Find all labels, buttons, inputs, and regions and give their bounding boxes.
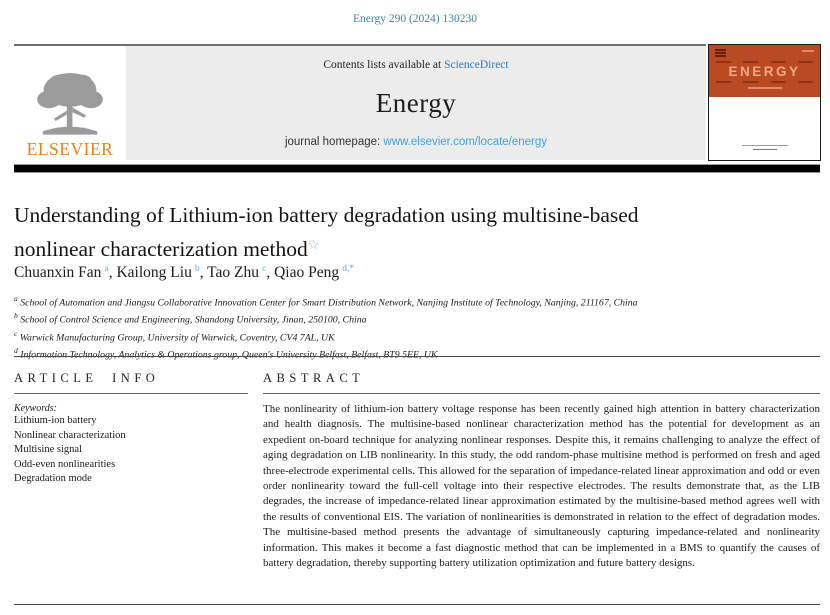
author-name: Chuanxin Fan: [14, 264, 102, 282]
journal-cover-thumbnail[interactable]: [708, 44, 821, 161]
journal-header-banner: [14, 44, 706, 160]
article-title: [14, 201, 734, 264]
author-affiliation-ref[interactable]: b: [194, 264, 200, 274]
abstract-heading: ABSTRACT: [263, 371, 365, 385]
affiliation-line: [14, 344, 804, 361]
elsevier-wordmark: ELSEVIER: [26, 138, 114, 159]
abstract-text: The nonlinearity of lithium-ion battery voltage response has been recently gained high attention in battery characterization and health diagnosis. The multisine-based nonlinear characterization method has the potential for development as an expedient on-board technique for analyzing nonlinear responses. Despite this, it remains challenging to analyze the effect of aging degradation on LIB nonlinearity. In this study, the odd random-phase multisine method is performed on fresh and aged three-electrode experimental cells. This allowed for the separation of impedance-related linear approximation and odd or even order nonlinearity toward the full-cell voltage into their respective electrodes. The results demonstrate that, as the LIB degrades, the increase of impedance-related linear approximation estimated by the multisine-based method agrees well with the results of conventional EIS. The variation of nonlinearities is demonstrated in relation to the effect of degradation modes. The multisine-based method presents the advantage of simultaneously capturing impedance-related and nonlinearity information. This makes it become a fast diagnostic method that can be implemented in a BMS to quantify the causes of battery degradation, thereby supporting battery utilization optimization and future battery designs.: [263, 403, 820, 570]
abstract-rule: [263, 393, 820, 394]
keyword-item: Lithium-ion battery: [14, 415, 97, 426]
journal-masthead: [126, 46, 706, 160]
cover-foot-line: [742, 145, 788, 146]
header-divider-bar: [14, 164, 820, 173]
author-name: Qiao Peng: [274, 264, 340, 282]
keyword-item: Odd-even nonlinearities: [14, 458, 116, 470]
homepage-prefix: journal homepage:: [284, 136, 384, 148]
author-name: Tao Zhu: [207, 264, 260, 282]
affiliation-sup: a: [14, 294, 18, 303]
author-affiliation-ref[interactable]: a: [104, 264, 109, 274]
contents-line: [323, 59, 508, 71]
author-affiliation-ref[interactable]: c: [262, 264, 267, 274]
affiliation-sup: b: [14, 311, 18, 321]
affiliation-line: $^c$ Warwick Manufacturing Group, University of Warwick, Coventry, CV4 7AL, UK: [14, 328, 335, 344]
article-info-heading: ARTICLE INFO: [14, 371, 160, 385]
affiliation-line: $^b$ School of Control Science and Engineering, Shandong University, Jinan, 250100, China: [14, 311, 367, 326]
authors-line: Chuanxin Fan $^a$, Kailong Liu $^b$, Tao Zhu $^c$, Qiao Peng $^{d,*}$: [14, 264, 355, 282]
cover-foot-line-2: [753, 149, 777, 151]
elsevier-logo: [14, 46, 126, 160]
section-divider-rule: [14, 356, 820, 357]
article-title-line2: nonlinear characterization method: [14, 237, 308, 261]
article-info-column: [14, 371, 248, 487]
keyword-item: Nonlinear characterization: [14, 429, 126, 441]
keywords-label: Keywords:: [14, 403, 57, 414]
cover-publisher-mark: [715, 49, 726, 58]
author-name: Kailong Liu: [116, 264, 192, 282]
contents-prefix: Contents lists available at: [323, 59, 445, 71]
homepage-line: [285, 136, 547, 148]
affiliation-line: $^a$ School of Automation and Jiangsu Collaborative Innovation Center for Smart Distribution Network, Nanjing Institute of Technology, Nanjing, 211167, China: [14, 294, 638, 309]
journal-name: Energy: [375, 88, 457, 118]
page-bottom-rule: [14, 604, 820, 605]
footnote-star-icon[interactable]: ☆: [307, 237, 320, 252]
affiliation-sup: d: [14, 346, 18, 356]
abstract-column: [263, 371, 820, 571]
sciencedirect-link[interactable]: ScienceDirect: [444, 59, 509, 71]
keywords-list: [14, 414, 248, 487]
cover-topics-row-2: [716, 81, 813, 83]
article-info-rule: [14, 393, 248, 394]
affiliation-sup: c: [14, 328, 18, 338]
keyword-item: Degradation mode: [14, 473, 92, 485]
cover-bottom-area: [709, 97, 820, 158]
journal-citation: Energy 290 (2024) 130230: [352, 13, 478, 25]
cover-journal-title: ENERGY: [728, 64, 801, 79]
elsevier-tree-icon: [30, 69, 110, 141]
homepage-url-link[interactable]: www.elsevier.com/locate/energy: [383, 136, 548, 148]
author-affiliation-ref[interactable]: d,*: [342, 264, 355, 274]
cover-topics-row: [716, 61, 813, 63]
cover-issue-mark: [802, 50, 814, 52]
cover-top-band: [709, 45, 820, 97]
cover-subtitle-line: [748, 87, 782, 89]
affiliations: [14, 292, 804, 362]
article-title-line1: Understanding of Lithium-ion battery degradation using multisine-based: [14, 203, 639, 227]
keyword-item: Multisine signal: [14, 444, 82, 456]
